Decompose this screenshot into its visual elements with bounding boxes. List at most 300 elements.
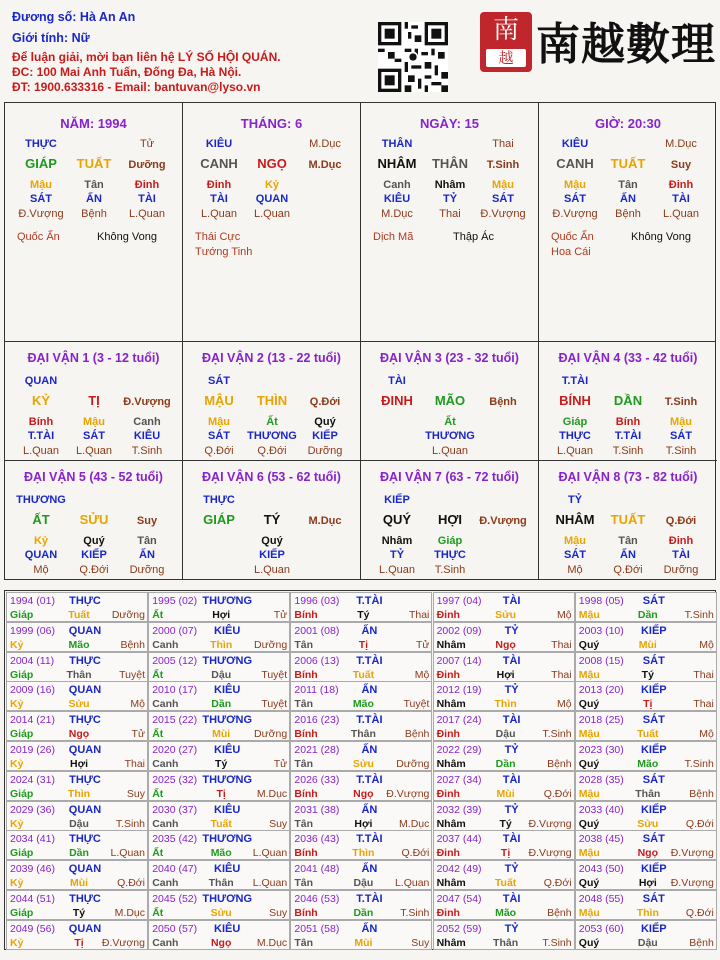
dai-van-phase: Q.Đới — [309, 396, 341, 408]
year-branch: Tị — [500, 847, 511, 860]
year-cell — [433, 771, 575, 801]
year-stem: Quý — [578, 877, 600, 890]
year-phase: Đ.Vượng — [101, 936, 145, 949]
pillar-branch: TUẤT — [76, 156, 112, 171]
year-star: ẤN — [361, 684, 378, 697]
year-cell — [290, 771, 432, 801]
year-star: THƯƠNG — [202, 833, 253, 846]
year-stem: Mậu — [578, 668, 600, 681]
dai-van-hidden-phase: T.Sinh — [434, 564, 466, 576]
year-stem: Tân — [294, 936, 314, 949]
dai-van-phase: T.Sinh — [664, 396, 698, 408]
year-phase: M.Dục — [399, 817, 430, 830]
year-phase: Tử — [415, 638, 430, 651]
year-branch: Hợi — [70, 758, 88, 770]
year-phase: Bệnh — [547, 758, 572, 770]
year-phase: Q.Đới — [543, 877, 572, 890]
year-star: THƯƠNG — [202, 773, 253, 786]
year-phase: Bệnh — [547, 907, 572, 919]
year-star: SÁT — [642, 714, 665, 727]
year-phase: Đ.Vượng — [670, 877, 714, 890]
year-stem: Mậu — [578, 728, 600, 741]
header — [0, 0, 720, 102]
year-branch: Mão — [352, 698, 374, 711]
year-phase: Bệnh — [120, 638, 145, 651]
year-phase: Suy — [269, 817, 288, 830]
dai-van-phase: Q.Đới — [665, 515, 697, 527]
dai-van-hidden-phase: Q.Đới — [204, 445, 234, 457]
year-phase: Mộ — [130, 698, 145, 711]
year-label: 2000 (07) — [152, 624, 198, 637]
dai-van-hidden-stem: Giáp — [562, 416, 588, 428]
year-star: QUAN — [68, 744, 102, 756]
year-star: TÀI — [502, 833, 521, 846]
contact-intro: Để luận giải, mời bạn liên hệ LÝ SỐ HỘI QUÁN. — [12, 50, 281, 64]
year-label: 2038 (45) — [578, 833, 624, 846]
year-star: T.TÀI — [356, 595, 383, 607]
year-phase: Q.Đới — [401, 847, 430, 860]
year-stem: Nhâm — [436, 817, 466, 830]
pillar-stem: NHÂM — [377, 156, 417, 171]
pillar-hidden-phase: Đ.Vượng — [480, 208, 526, 220]
pillar-void: Không Vong — [97, 231, 157, 243]
dai-van-hidden-stem: Ất — [266, 416, 278, 428]
year-cell — [148, 920, 290, 950]
pillar-top-phase: M.Dục — [665, 138, 697, 150]
year-branch: Thìn — [636, 907, 659, 919]
year-star: ẤN — [361, 863, 378, 876]
dai-van-hidden-stem: Canh — [133, 416, 161, 428]
pillar-hidden-stem: Canh — [383, 179, 411, 191]
dai-van-star: QUAN — [24, 375, 58, 387]
year-branch: Sửu — [352, 758, 374, 770]
year-stem: Kỷ — [10, 698, 24, 711]
year-star: KIÊU — [214, 624, 241, 637]
dai-van-hidden-stem: Nhâm — [381, 535, 413, 547]
dai-van-hidden-phase: Mộ — [567, 564, 583, 576]
year-phase: T.Sinh — [684, 609, 714, 621]
pillar-hidden-phase: Bệnh — [81, 208, 107, 220]
year-star: TÀI — [502, 595, 521, 607]
year-stem: Giáp — [10, 907, 34, 919]
year-stem: Nhâm — [436, 936, 466, 949]
year-phase: T.Sinh — [542, 728, 572, 741]
dai-van-hidden-star: TỶ — [389, 549, 405, 561]
year-cell — [148, 771, 290, 801]
dai-van-hidden-star: KIẾP — [81, 549, 107, 561]
year-branch: Hợi — [354, 817, 373, 830]
pillar-hidden-star: TÀI — [672, 193, 690, 205]
year-phase: Dưỡng — [111, 609, 145, 621]
dai-van-phase: Đ.Vượng — [479, 515, 527, 527]
year-label: 2029 (36) — [10, 803, 55, 816]
dai-van-hidden-phase: L.Quan — [253, 564, 291, 576]
year-star: T.TÀI — [356, 893, 383, 905]
year-label: 2019 (26) — [10, 744, 55, 756]
dai-van-table — [4, 342, 716, 580]
year-star: THƯƠNG — [202, 654, 253, 667]
year-branch: Tuất — [210, 817, 232, 830]
year-branch: Sửu — [637, 817, 659, 830]
year-branch: Thìn — [352, 847, 375, 860]
year-phase: Bệnh — [689, 787, 714, 800]
pillar-stem: CANH — [556, 156, 594, 171]
dai-van-hidden-star: SÁT — [670, 430, 692, 442]
year-label: 1998 (05) — [578, 595, 624, 607]
dai-van-stem: KỶ — [31, 393, 51, 408]
year-stem: Tân — [294, 877, 314, 890]
year-stem: Kỷ — [10, 817, 24, 830]
year-cell — [575, 681, 717, 711]
year-star: THỰC — [69, 773, 101, 786]
year-cell — [575, 592, 717, 622]
dai-van-branch: SỬU — [79, 512, 109, 527]
pillar-top-phase: Tử — [139, 138, 155, 150]
year-phase: Suy — [411, 936, 430, 949]
year-label: 2040 (47) — [152, 863, 198, 876]
pillar-stem: CANH — [200, 156, 238, 171]
dai-van-hidden-phase: Dưỡng — [663, 564, 699, 576]
pillar-hidden-phase: L.Quan — [662, 208, 700, 220]
year-stem: Mậu — [578, 609, 600, 621]
dai-van-hidden-stem: Bính — [615, 416, 641, 428]
year-star: QUAN — [68, 803, 102, 816]
dai-van-title: ĐẠI VẬN 4 (33 - 42 tuổi) — [558, 351, 698, 365]
pillar-top-star: KIÊU — [205, 138, 233, 150]
dai-van-phase: M.Dục — [308, 515, 342, 527]
year-label: 2026 (33) — [294, 773, 340, 786]
year-stem: Đinh — [436, 787, 460, 800]
year-phase: L.Quan — [252, 877, 288, 890]
year-branch: Thìn — [67, 787, 91, 800]
pillar-hidden-stem: Đinh — [134, 179, 160, 191]
year-phase: Mộ — [414, 668, 430, 681]
pillar-hidden-star: SÁT — [30, 193, 52, 205]
year-branch: Thân — [350, 728, 376, 741]
year-phase: Thai — [551, 638, 572, 651]
year-star: TỶ — [504, 803, 519, 816]
qr-code-icon — [378, 22, 448, 92]
dai-van-hidden-phase: T.Sinh — [665, 445, 697, 457]
year-branch: Mùi — [496, 787, 515, 800]
year-branch: Ngọ — [637, 847, 659, 860]
dai-van-hidden-stem: Đinh — [668, 535, 694, 547]
year-branch: Tý — [72, 907, 86, 919]
year-phase: Thai — [408, 609, 430, 621]
year-star: THỰC — [69, 654, 101, 667]
dai-van-3 — [361, 342, 539, 461]
year-stem: Đinh — [436, 847, 460, 860]
dai-van-hidden-phase: Dưỡng — [129, 564, 165, 576]
dai-van-title: ĐẠI VẬN 5 (43 - 52 tuổi) — [24, 470, 163, 484]
year-star: KIẾP — [640, 684, 667, 697]
dai-van-phase: Đ.Vượng — [123, 396, 171, 408]
year-label: 2015 (22) — [152, 714, 198, 727]
year-label: 2031 (38) — [294, 803, 340, 816]
year-branch: Hợi — [638, 877, 657, 890]
year-cell — [6, 681, 148, 711]
year-branch: Tuất — [637, 728, 659, 741]
pillar-hidden-phase: L.Quan — [128, 208, 166, 220]
dai-van-title: ĐẠI VẬN 1 (3 - 12 tuổi) — [27, 351, 160, 365]
year-branch: Mão — [210, 847, 232, 860]
year-phase: Thai — [693, 698, 714, 711]
year-phase: Suy — [269, 907, 288, 919]
dai-van-title: ĐẠI VẬN 6 (53 - 62 tuổi) — [202, 470, 341, 484]
year-stem: Canh — [152, 758, 179, 770]
year-cell — [148, 681, 290, 711]
dai-van-star: TÀI — [388, 375, 406, 387]
year-branch: Tị — [358, 638, 369, 651]
year-branch: Dần — [353, 907, 374, 919]
year-stem: Tân — [294, 698, 314, 711]
pillar-title: THÁNG: 6 — [240, 116, 303, 131]
year-label: 2034 (41) — [10, 833, 55, 846]
year-label: 2016 (23) — [294, 714, 340, 727]
year-star: QUAN — [68, 922, 102, 935]
pillar-hidden-stem: Mậu — [564, 179, 586, 191]
dai-van-star: TỶ — [567, 494, 583, 506]
year-label: 2018 (25) — [578, 714, 624, 727]
year-label: 2025 (32) — [152, 773, 198, 786]
year-label: 2043 (50) — [578, 863, 624, 876]
dai-van-phase: Suy — [136, 515, 158, 527]
year-star: KIÊU — [214, 863, 241, 876]
year-star: QUAN — [68, 624, 102, 637]
year-branch: Mùi — [638, 638, 657, 651]
year-phase: M.Dục — [114, 907, 145, 919]
dai-van-branch: TỊ — [88, 393, 100, 408]
year-cell — [290, 890, 432, 920]
pillar-hidden-star: ẤN — [620, 193, 636, 205]
year-branch: Thân — [635, 787, 661, 800]
dai-van-hidden-stem: Mậu — [83, 416, 105, 428]
year-cell — [148, 830, 290, 860]
year-stem: Bính — [294, 787, 318, 800]
year-cell — [433, 801, 575, 831]
year-phase: Tử — [131, 728, 145, 741]
year-cell — [6, 711, 148, 741]
year-star: ẤN — [361, 624, 378, 637]
pillar-hidden-star: QUAN — [255, 193, 289, 205]
year-phase: Dưỡng — [254, 638, 288, 651]
year-label: 1999 (06) — [10, 624, 55, 637]
year-cell — [433, 681, 575, 711]
year-stem: Nhâm — [436, 638, 466, 651]
red-seal-logo: 南 越 — [480, 12, 532, 72]
year-stem: Mậu — [578, 847, 600, 860]
dai-van-hidden-phase: T.Sinh — [131, 445, 163, 457]
year-phase: L.Quan — [394, 877, 430, 890]
year-stem: Canh — [152, 877, 179, 890]
year-star: TỶ — [504, 744, 519, 756]
phone-email: ĐT: 1900.633316 - Email: bantuvan@lyso.vn — [12, 80, 261, 94]
owner-name: Đương số: Hà An An — [12, 10, 136, 24]
year-phase: T.Sinh — [542, 936, 572, 949]
year-cell — [433, 711, 575, 741]
pillar-stem: GIÁP — [25, 156, 57, 171]
pillar-shensha: Quốc Ấn — [551, 231, 594, 243]
year-stem: Ất — [152, 609, 164, 621]
year-star: THỰC — [69, 595, 101, 607]
year-label: 2030 (37) — [152, 803, 198, 816]
year-branch: Ngọ — [68, 728, 90, 741]
year-label: 2008 (15) — [578, 654, 624, 667]
dai-van-star: SÁT — [208, 375, 230, 387]
year-branch: Dậu — [637, 936, 658, 949]
pillar-4 — [539, 103, 717, 341]
dai-van-hidden-phase: Dưỡng — [307, 445, 343, 457]
year-label: 2007 (14) — [436, 654, 482, 667]
dai-van-branch: DẦN — [613, 393, 643, 408]
year-phase: L.Quan — [110, 847, 145, 860]
year-cell — [575, 622, 717, 652]
year-star: THƯƠNG — [202, 893, 253, 905]
year-stem: Ất — [152, 787, 164, 800]
year-star: ẤN — [361, 744, 378, 756]
year-branch: Mão — [495, 907, 517, 919]
year-stem: Nhâm — [436, 877, 466, 890]
dai-van-hidden-stem: Mậu — [564, 535, 586, 547]
pillar-2 — [183, 103, 361, 341]
year-label: 2050 (57) — [152, 922, 198, 935]
dai-van-title: ĐẠI VẬN 2 (13 - 22 tuổi) — [202, 351, 341, 365]
year-cell — [290, 830, 432, 860]
pillar-void: Thập Ác — [453, 231, 494, 243]
year-stem: Đinh — [436, 668, 460, 681]
year-label: 2049 (56) — [10, 922, 55, 935]
year-stem: Quý — [578, 698, 600, 711]
year-cell — [433, 741, 575, 771]
year-branch: Tị — [216, 787, 226, 800]
year-cell — [290, 711, 432, 741]
dai-van-1 — [5, 342, 183, 461]
year-branch: Thân — [208, 877, 234, 890]
year-stem: Quý — [578, 817, 600, 830]
dai-van-stem: ẤT — [32, 512, 50, 527]
year-stem: Quý — [578, 638, 600, 651]
dai-van-8 — [539, 461, 717, 580]
year-star: KIÊU — [214, 922, 241, 935]
dai-van-hidden-stem: Quý — [83, 535, 105, 547]
year-branch: Dậu — [211, 668, 232, 681]
year-phase: Tử — [273, 609, 288, 621]
dai-van-hidden-stem: Quý — [261, 535, 283, 547]
dai-van-hidden-stem: Giáp — [437, 535, 463, 547]
pillar-hidden-star: TÀI — [138, 193, 156, 205]
dai-van-hidden-star: KIẾP — [259, 549, 285, 561]
year-phase: T.Sinh — [400, 907, 430, 919]
dai-van-hidden-star: TÀI — [672, 549, 690, 561]
year-cell — [148, 711, 290, 741]
year-phase: Tuyệt — [119, 668, 145, 681]
year-stem: Giáp — [10, 787, 34, 800]
year-stem: Đinh — [436, 728, 460, 741]
pillar-hidden-phase: L.Quan — [200, 208, 238, 220]
year-star: SÁT — [642, 595, 665, 607]
year-phase: Thai — [124, 758, 145, 770]
year-stem: Giáp — [10, 728, 34, 741]
dai-van-hidden-stem: Mậu — [670, 416, 692, 428]
year-cell — [575, 771, 717, 801]
year-branch: Tuất — [352, 668, 375, 681]
year-cell — [290, 592, 432, 622]
dai-van-hidden-phase: T.Sinh — [612, 445, 644, 457]
pillar-top-star: KIÊU — [561, 138, 589, 150]
pillar-branch: TUẤT — [610, 156, 646, 171]
year-cell — [148, 890, 290, 920]
pillar-hidden-stem: Tân — [84, 179, 104, 191]
year-star: THƯƠNG — [202, 595, 253, 607]
pillar-hidden-phase: Thai — [439, 208, 461, 220]
dai-van-hidden-star: SÁT — [208, 430, 230, 442]
dai-van-hidden-phase: L.Quan — [431, 445, 469, 457]
dai-van-branch: THÌN — [256, 393, 288, 408]
year-stem: Ất — [152, 668, 164, 681]
year-cell — [148, 801, 290, 831]
year-label: 1995 (02) — [152, 595, 198, 607]
year-label: 2022 (29) — [436, 744, 482, 756]
year-cell — [575, 920, 717, 950]
dai-van-branch: MÃO — [434, 393, 466, 408]
year-stem: Nhâm — [436, 758, 466, 770]
year-label: 2042 (49) — [436, 863, 482, 876]
dai-van-hidden-star: QUAN — [24, 549, 58, 561]
year-star: ẤN — [361, 922, 378, 935]
year-branch: Sửu — [495, 609, 517, 621]
pillar-shensha: Quốc Ấn — [17, 231, 60, 243]
year-phase: Tuyệt — [261, 668, 288, 681]
year-branch: Tý — [499, 817, 512, 830]
year-phase: Q.Đới — [543, 787, 572, 800]
pillar-branch: NGỌ — [257, 156, 287, 171]
year-stem: Canh — [152, 698, 179, 711]
dai-van-hidden-star: SÁT — [83, 430, 105, 442]
year-star: KIÊU — [214, 684, 241, 697]
year-phase: Thai — [693, 668, 714, 681]
year-cell — [433, 890, 575, 920]
dai-van-hidden-stem: Mậu — [208, 416, 230, 428]
year-stem: Tân — [294, 758, 314, 770]
year-cell — [6, 860, 148, 890]
pillar-branch: THÂN — [431, 156, 469, 171]
pillar-title: NĂM: 1994 — [60, 116, 127, 131]
dai-van-hidden-phase: Q.Đới — [79, 564, 109, 576]
year-cell — [575, 801, 717, 831]
year-branch: Ngọ — [353, 787, 374, 800]
year-phase: T.Sinh — [684, 758, 714, 770]
dai-van-branch: HỢI — [437, 512, 463, 527]
year-label: 2002 (09) — [436, 624, 482, 637]
year-phase: Q.Đới — [685, 907, 714, 919]
year-phase: Đ.Vượng — [386, 787, 430, 800]
year-stem: Kỷ — [10, 936, 24, 949]
year-cell — [6, 652, 148, 682]
pillar-hidden-star: TỶ — [442, 193, 458, 205]
dai-van-title: ĐẠI VẬN 8 (73 - 82 tuổi) — [558, 470, 698, 484]
year-branch: Dậu — [69, 817, 89, 830]
pillar-hidden-star: SÁT — [492, 193, 514, 205]
pillar-shensha: Thái Cực — [195, 231, 241, 243]
dai-van-hidden-stem: Bính — [28, 416, 54, 428]
year-cell — [290, 741, 432, 771]
year-stem: Tân — [294, 638, 314, 651]
dai-van-hidden-stem: Tân — [137, 535, 157, 547]
year-phase: Thai — [551, 668, 572, 681]
pillar-shensha: Tướng Tinh — [195, 246, 253, 258]
year-stem: Bính — [294, 907, 318, 919]
year-cell — [575, 860, 717, 890]
